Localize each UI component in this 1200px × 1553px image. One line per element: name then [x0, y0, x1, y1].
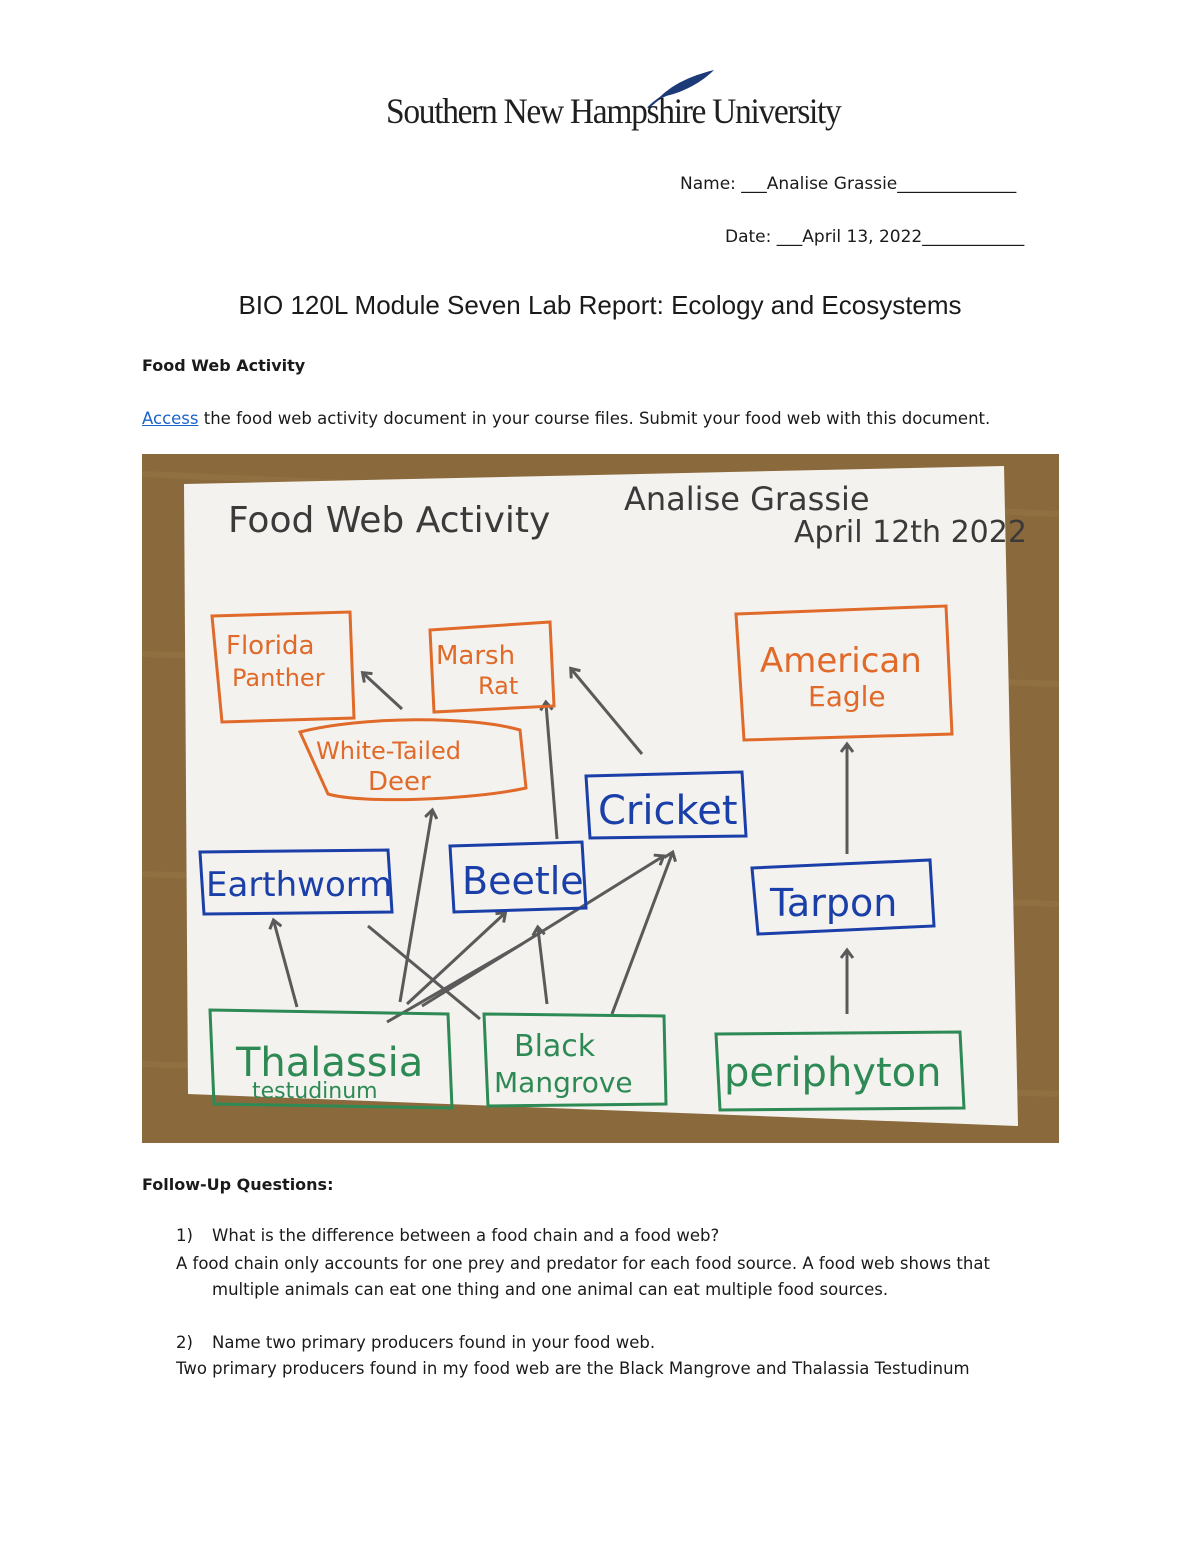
label-tarpon: Tarpon: [770, 881, 898, 925]
instruction-text: the food web activity document in your course files. Submit your food web with this document.: [198, 409, 991, 428]
label-marsh: Marsh: [436, 641, 516, 671]
label-beetle: Beetle: [462, 859, 584, 903]
q1-text: What is the difference between a food chain and a food web?: [212, 1226, 720, 1245]
a1-line1: A food chain only accounts for one prey and predator for each food source. A food web shows that: [176, 1254, 990, 1273]
date-value: ___April 13, 2022____________: [776, 227, 1025, 247]
instruction-paragraph: [142, 409, 990, 428]
name-label: Name:: [680, 174, 736, 194]
label-panther: Panther: [232, 664, 325, 692]
label-cricket: Cricket: [598, 788, 738, 834]
logo-wordmark: Southern New Hampshire University: [386, 91, 841, 131]
q1-number: 1): [176, 1226, 193, 1245]
label-thalassia: Thalassia: [236, 1040, 424, 1086]
university-logo: [386, 68, 841, 138]
label-eagle: Eagle: [808, 680, 886, 713]
label-rat: Rat: [478, 672, 519, 700]
q2-number: 2): [176, 1333, 193, 1352]
label-periphyton: periphyton: [724, 1050, 942, 1096]
a1-line2: multiple animals can eat one thing and one animal can eat multiple food sources.: [212, 1280, 889, 1299]
photo-date: April 12th 2022: [794, 515, 1027, 550]
name-value: ___Analise Grassie______________: [741, 174, 1017, 194]
photo-author: Analise Grassie: [624, 480, 870, 518]
label-testudinum: testudinum: [252, 1079, 378, 1104]
a2-text: Two primary producers found in my food web are the Black Mangrove and Thalassia Testudinum: [176, 1359, 970, 1378]
q2-text: Name two primary producers found in your food web.: [212, 1333, 656, 1352]
date-field: [725, 227, 1024, 247]
access-link[interactable]: Access: [142, 409, 199, 428]
food-web-drawing: [142, 454, 1059, 1143]
food-web-photo: [142, 454, 1059, 1143]
label-mangrove: Mangrove: [494, 1066, 633, 1099]
date-label: Date:: [725, 227, 772, 247]
label-earthworm: Earthworm: [206, 865, 393, 905]
section-heading: Food Web Activity: [142, 356, 306, 375]
label-black: Black: [514, 1029, 596, 1064]
label-american: American: [760, 641, 922, 681]
page-title: BIO 120L Module Seven Lab Report: Ecology and Ecosystems: [238, 290, 962, 320]
photo-title: Food Web Activity: [228, 500, 551, 541]
label-white-tailed: White-Tailed: [316, 737, 461, 765]
label-deer: Deer: [368, 767, 431, 797]
name-field: [680, 174, 1016, 194]
label-florida: Florida: [226, 631, 315, 661]
followup-heading: Follow-Up Questions:: [142, 1175, 334, 1194]
